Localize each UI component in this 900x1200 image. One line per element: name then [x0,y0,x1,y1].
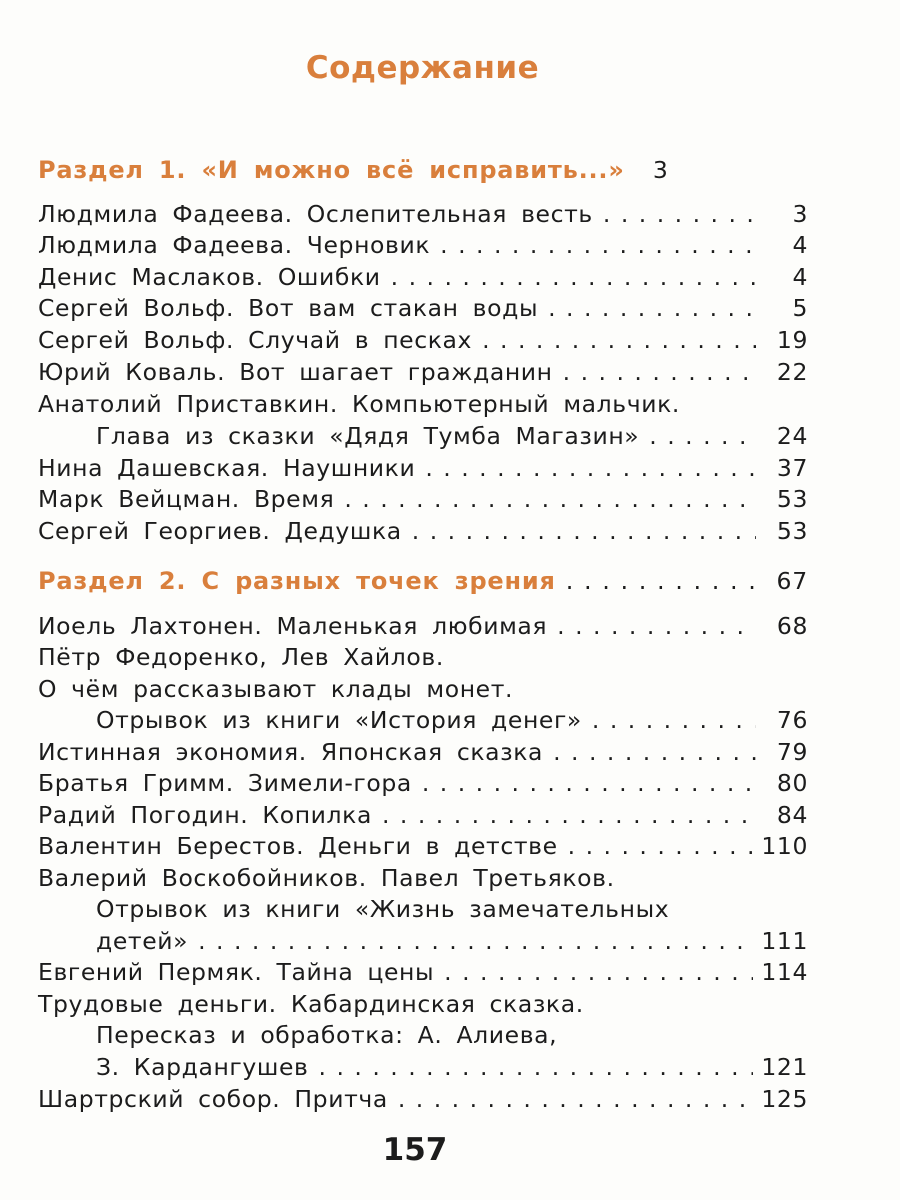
toc-entry [38,358,808,390]
toc-entry [38,769,808,801]
page-ref: 121 [761,1053,808,1081]
toc-entry [38,517,808,549]
toc-entry [38,832,808,864]
toc-entry [38,958,808,990]
page-ref: 84 [776,801,808,829]
entry-text: Юрий Коваль. Вот шагает гражданин [38,358,553,386]
toc-entry [38,326,808,358]
entry-text: Анатолий Приставкин. Компьютерный мальчик. [38,390,680,418]
toc-entry [38,294,808,326]
page-ref: 24 [776,422,808,450]
leader-dots [444,958,753,986]
leader-dots [566,567,756,595]
toc-entry [38,612,808,644]
page-ref: 125 [761,1085,808,1113]
leader-dots [391,263,756,291]
toc-entry [38,263,808,295]
entry-text: Истинная экономия. Японская сказка [38,738,544,766]
entry-text: Шартрский собор. Притча [38,1085,388,1113]
entry-text: Людмила Фадеева. Ослепительная весть [38,200,593,228]
leader-dots [425,454,756,482]
page-ref: 111 [761,927,808,955]
section-heading-text: Раздел 2. С разных точек зрения [38,567,556,595]
toc-entry-line [38,675,808,707]
toc-entry [38,801,808,833]
entry-text: Глава из сказки «Дядя Тумба Магазин» [96,422,640,450]
page-ref: 68 [776,612,808,640]
entry-text: Марк Вейцман. Время [38,485,335,513]
toc-entry-line [38,864,808,896]
entry-text: Радий Погодин. Копилка [38,801,372,829]
leader-dots [412,517,756,545]
toc-entry [38,454,808,486]
section-2-heading [38,567,808,599]
page-ref: 4 [792,263,808,291]
page-ref: 67 [776,567,808,595]
entry-text: Трудовые деньги. Кабардинская сказка. [38,990,584,1018]
leader-dots [568,832,754,860]
leader-dots [198,927,753,955]
entry-text: Нина Дашевская. Наушники [38,454,416,482]
toc-entry-line [38,643,808,675]
leader-dots [563,358,756,386]
leader-dots [440,231,756,259]
page-ref: 80 [776,769,808,797]
page-ref: 3 [792,200,808,228]
entry-text: З. Кардангушев [96,1053,309,1081]
page-ref: 5 [792,294,808,322]
toc-entry [38,1085,808,1117]
leader-dots [548,294,756,322]
leader-dots [398,1085,754,1113]
section-1-heading [38,156,808,188]
page-ref: 37 [776,454,808,482]
entry-text: Сергей Вольф. Вот вам стакан воды [38,294,539,322]
entry-text: Пересказ и обработка: А. Алиева, [96,1021,558,1049]
entry-text: Валентин Берестов. Деньги в детстве [38,832,558,860]
page-ref: 3 [652,156,669,184]
leader-dots [344,485,756,513]
toc-entry [96,1053,808,1085]
page-ref: 53 [776,517,808,545]
leader-dots [319,1053,754,1081]
entry-text: Денис Маслаков. Ошибки [38,263,381,291]
leader-dots [649,422,756,450]
page-ref: 19 [776,326,808,354]
page-title: Содержание [305,50,540,86]
toc-entry-line [38,990,808,1022]
entry-text: О чём рассказывают клады монет. [38,675,514,703]
toc-entry-line [96,895,808,927]
leader-dots [382,801,756,829]
toc-entry [96,706,808,738]
entry-text: Отрывок из книги «Жизнь замечательных [96,895,670,923]
toc-entry [38,231,808,263]
section-heading-text: Раздел 1. «И можно всё исправить...» [38,156,625,184]
page-ref: 110 [761,832,808,860]
page-ref: 22 [776,358,808,386]
entry-text: Сергей Георгиев. Дедушка [38,517,402,545]
toc-entry-line [38,390,808,422]
page-ref: 114 [761,958,808,986]
entry-text: Иоель Лахтонен. Маленькая любимая [38,612,548,640]
entry-text: детей» [96,927,189,955]
leader-dots [422,769,756,797]
entry-text: Пётр Федоренко, Лев Хайлов. [38,643,444,671]
toc-entry [38,200,808,232]
toc-entry [38,485,808,517]
entry-text: Валерий Воскобойников. Павел Третьяков. [38,864,615,892]
toc-entry [96,927,808,959]
entry-text: Людмила Фадеева. Черновик [38,231,431,259]
toc-entry-line [96,1021,808,1053]
page-ref: 79 [776,738,808,766]
page-ref: 76 [776,706,808,734]
page-ref: 4 [792,231,808,259]
toc-entry [96,422,808,454]
entry-text: Отрывок из книги «История денег» [96,706,582,734]
page-number: 157 [382,1132,448,1168]
leader-dots [557,612,756,640]
toc-entry [38,738,808,770]
leader-dots [603,200,756,228]
entry-text: Братья Гримм. Зимели-гора [38,769,412,797]
leader-dots [553,738,756,766]
leader-dots [482,326,756,354]
entry-text: Евгений Пермяк. Тайна цены [38,958,435,986]
leader-dots [592,706,756,734]
page-ref: 53 [776,485,808,513]
entry-text: Сергей Вольф. Случай в песках [38,326,473,354]
